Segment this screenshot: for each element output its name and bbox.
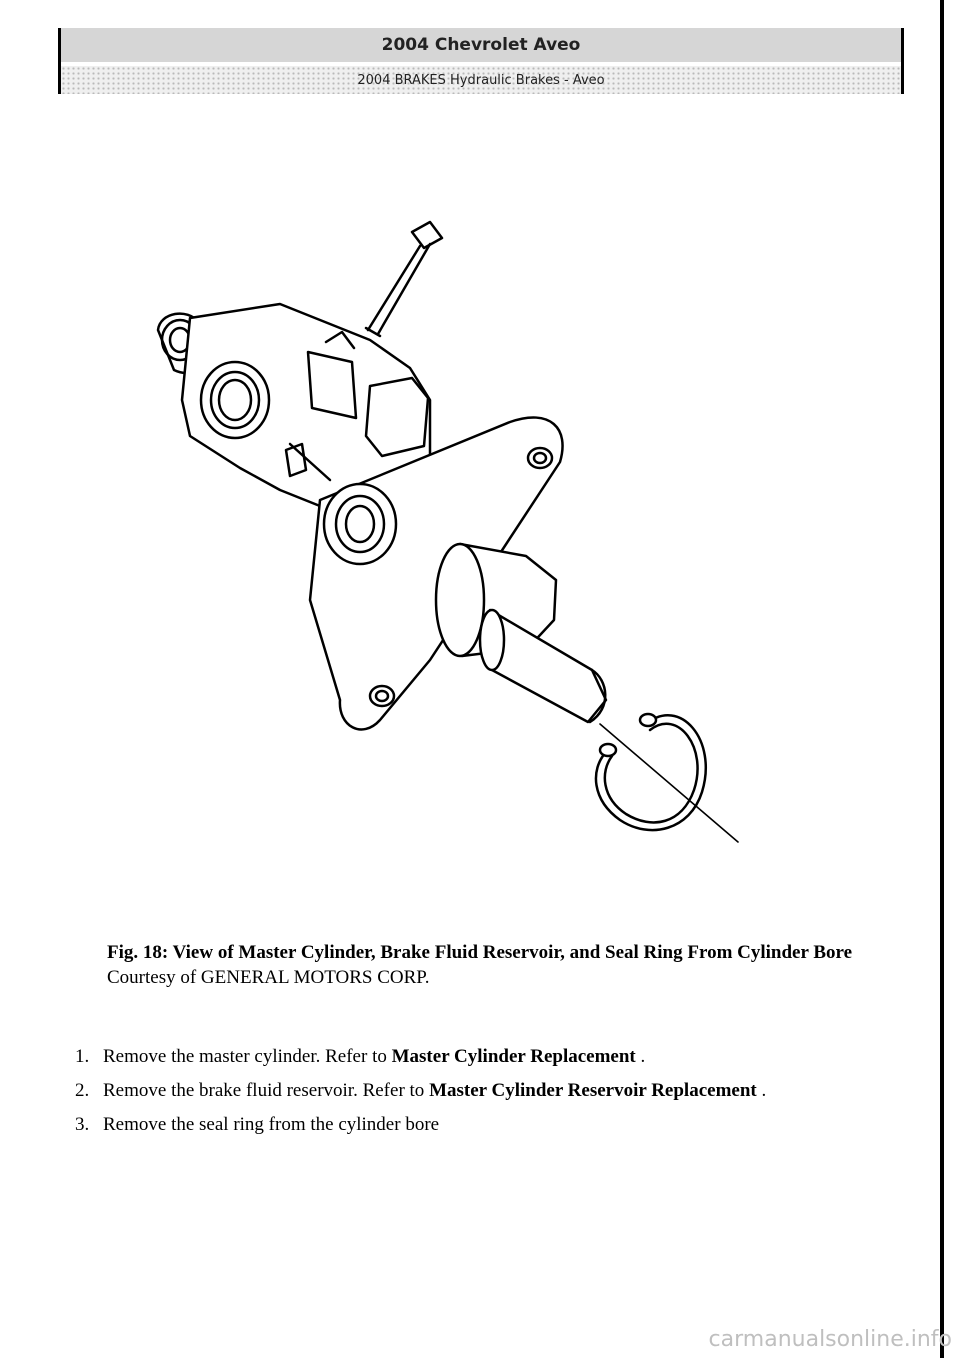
- procedure-steps: [75, 1040, 915, 1142]
- step-number: 1.: [75, 1046, 90, 1067]
- piston-shaft: [436, 544, 606, 722]
- figure-caption-credit: Courtesy of GENERAL MOTORS CORP.: [107, 967, 430, 988]
- step-text: Remove the master cylinder. Refer to Master Cylinder Replacement .: [103, 1046, 646, 1067]
- step-text: Remove the brake fluid reservoir. Refer to Master Cylinder Reservoir Replacement .: [103, 1080, 767, 1101]
- seal-ring: [596, 714, 706, 830]
- step-text: Remove the seal ring from the cylinder bore: [103, 1114, 440, 1135]
- centerline: [600, 724, 738, 842]
- list-item: [75, 1074, 915, 1108]
- figure-caption-title: Fig. 18: View of Master Cylinder, Brake Fluid Reservoir, and Seal Ring From Cylinder Bore: [107, 942, 853, 963]
- page-header: [58, 28, 904, 94]
- site-watermark: carmanualsonline.info: [708, 1327, 952, 1352]
- step-link[interactable]: Master Cylinder Reservoir Replacement: [429, 1080, 757, 1101]
- step-number: 2.: [75, 1080, 90, 1101]
- bolt-drawing: [342, 222, 442, 353]
- list-item: [75, 1040, 915, 1074]
- list-item: [75, 1108, 915, 1142]
- figure-caption: [107, 940, 897, 990]
- header-subtitle: 2004 BRAKES Hydraulic Brakes - Aveo: [61, 66, 901, 94]
- step-link[interactable]: Master Cylinder Replacement: [391, 1046, 636, 1067]
- page-right-rule: [940, 0, 944, 1358]
- master-cylinder-illustration: [130, 200, 780, 880]
- header-title: 2004 Chevrolet Aveo: [61, 28, 901, 62]
- step-number: 3.: [75, 1114, 90, 1135]
